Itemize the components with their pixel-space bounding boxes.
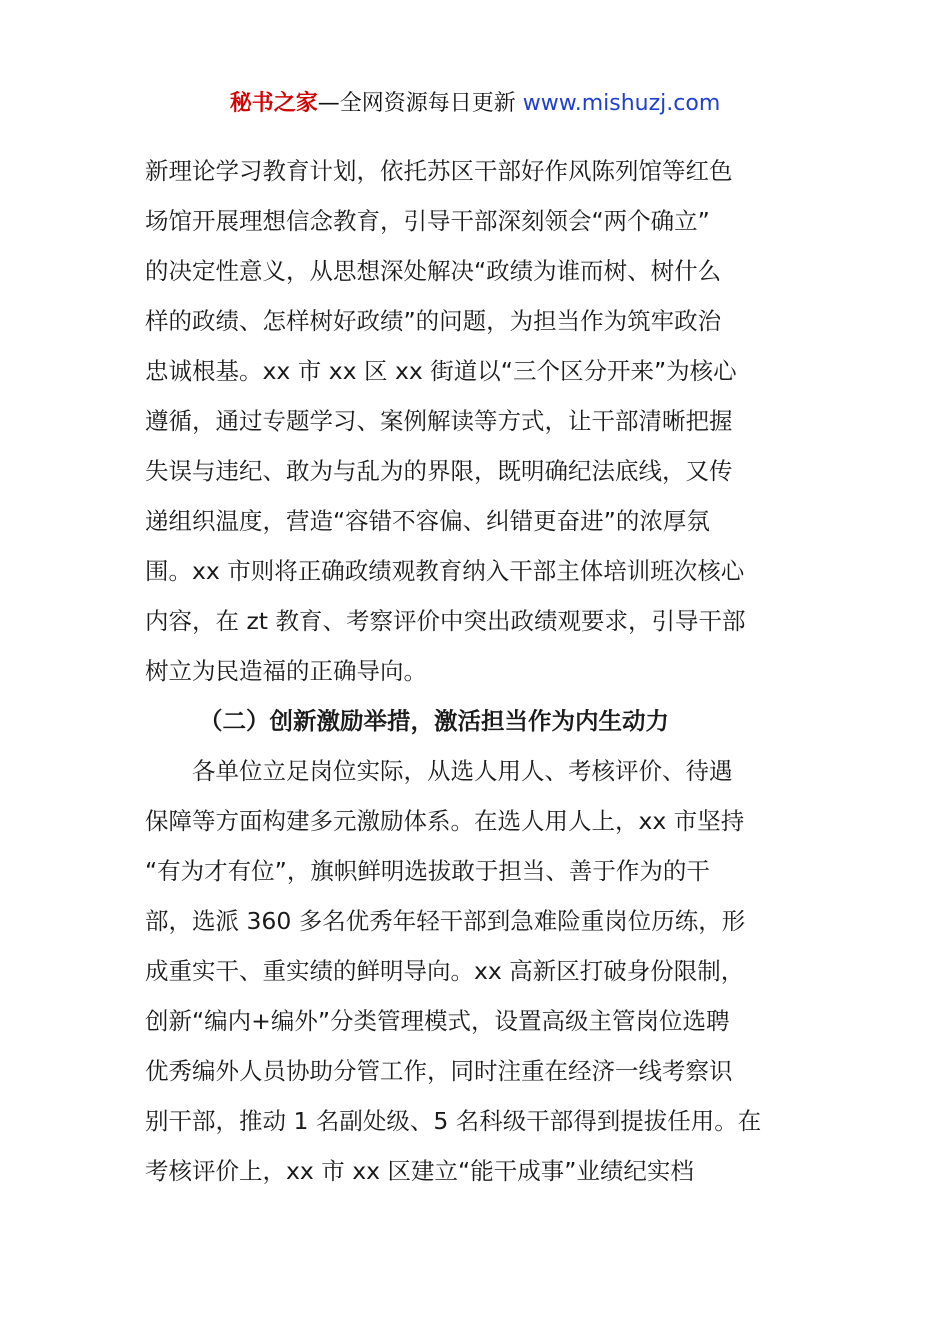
document-body (145, 146, 807, 1196)
site-tagline: —全网资源每日更新 (317, 91, 523, 116)
section-heading-2: （二）创新激励举措，激活担当作为内生动力 (199, 707, 669, 735)
paragraph-1: 新理论学习教育计划，依托苏区干部好作风陈列馆等红色 场馆开展理想信念教育，引导干部深刻领会“两个确立” 的决定性意义，从思想深处解决“政绩为谁而树、树什么 样的政绩、怎样树好政绩”的问题，为担当作为筑牢政治 忠诚根基。xx 市 xx 区 xx 街道以“三个区分开来”为核心 遵循，通过专题学习、案例解读等方式，让干部清晰把握 失误与违纪、敢为与乱为的界限，既明确纪法底线，又传 递组织温度，营造“容错不容偏、纠错更奋进”的浓厚氛 围。xx 市则将正确政绩观教育纳入干部主体培训班次核心 内容，在 zt 教育、考察评价中突出政绩观要求，引导干部 树立为民造福的正确导向。 (145, 157, 746, 685)
paragraph-2: 各单位立足岗位实际，从选人用人、考核评价、待遇 保障等方面构建多元激励体系。在选人用人上，xx 市坚持 “有为才有位”，旗帜鲜明选拔敢于担当、善于作为的干 部，选派 360 多名优秀年轻干部到急难险重岗位历练，形 成重实干、重实绩的鲜明导向。xx 高新区打破身份限制， 创新“编内+编外”分类管理模式，设置高级主管岗位选聘 优秀编外人员协助分管工作，同时注重在经济一线考察识 别干部，推动 1 名副处级、5 名科级干部得到提拔任用。在 考核评价上，xx 市 xx 区建立“能干成事”业绩纪实档 (145, 757, 762, 1185)
site-header (0, 88, 950, 120)
site-brand: 秘书之家 (229, 91, 318, 116)
site-url-link[interactable]: www.mishuzj.com (522, 91, 721, 116)
